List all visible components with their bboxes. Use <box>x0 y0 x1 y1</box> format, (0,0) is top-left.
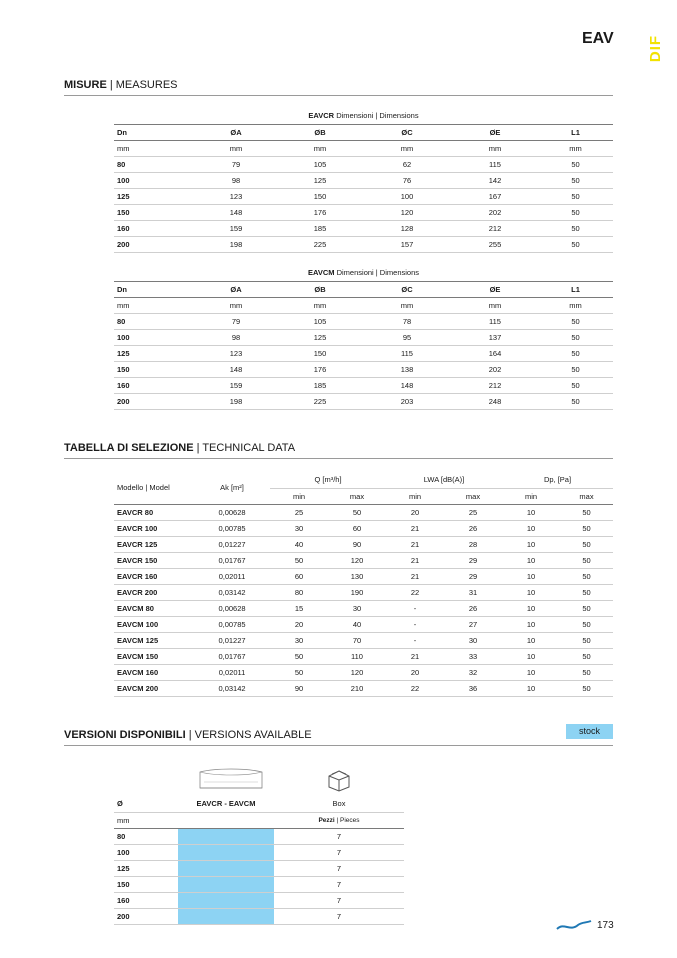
table-cell: 10 <box>502 520 560 536</box>
unit-cell: mm <box>194 297 278 313</box>
table-cell: 105 <box>278 156 362 172</box>
table-cell: 212 <box>452 220 538 236</box>
table-row <box>114 892 404 908</box>
table-cell: 20 <box>270 616 328 632</box>
table-cell: 95 <box>362 329 452 345</box>
box-cell: 7 <box>274 860 404 876</box>
unit-cell: mm <box>452 140 538 156</box>
table-cell: 248 <box>452 393 538 409</box>
table-cell: 60 <box>270 568 328 584</box>
table-cell: 10 <box>502 552 560 568</box>
box-cell: 7 <box>274 828 404 844</box>
table-cell: 50 <box>270 664 328 680</box>
table-cell: 50 <box>560 504 613 520</box>
dp-header: Dp, [Pa] <box>502 472 613 488</box>
table-cell: 62 <box>362 156 452 172</box>
diameter-cell: 150 <box>114 876 178 892</box>
table-cell: 98 <box>194 329 278 345</box>
availability-cell <box>178 892 274 908</box>
table-cell: 79 <box>194 156 278 172</box>
column-header: L1 <box>538 281 613 297</box>
unit-pieces: Pezzi | Pieces <box>274 812 404 828</box>
max-header: max <box>328 488 386 504</box>
table-cell: 28 <box>444 536 502 552</box>
table-cell: EAVCR 160 <box>114 568 194 584</box>
table-cell: 0,01767 <box>194 648 270 664</box>
table-cell: 90 <box>328 536 386 552</box>
table-cell: 30 <box>270 632 328 648</box>
table-cell: EAVCR 100 <box>114 520 194 536</box>
table-cell: 50 <box>328 504 386 520</box>
table-cell: EAVCR 150 <box>114 552 194 568</box>
table-cell: 21 <box>386 520 444 536</box>
measures-title: MISURE | MEASURES <box>64 79 178 91</box>
table-cell: EAVCM 150 <box>114 648 194 664</box>
table-cell: 10 <box>502 568 560 584</box>
table-cell: 50 <box>538 345 613 361</box>
min-header: min <box>270 488 328 504</box>
table-cell: 159 <box>194 220 278 236</box>
table-cell: 50 <box>538 329 613 345</box>
unit-cell: mm <box>114 297 194 313</box>
table-cell: 0,00628 <box>194 600 270 616</box>
unit-cell: mm <box>362 297 452 313</box>
diameter-header: Ø <box>114 796 178 812</box>
table-cell: 10 <box>502 632 560 648</box>
table-row <box>114 172 613 188</box>
eavcr-dimensions-table <box>114 108 613 253</box>
table-row <box>114 664 613 680</box>
unit-cell: mm <box>538 140 613 156</box>
table-cell: 50 <box>560 552 613 568</box>
table-cell: 30 <box>328 600 386 616</box>
table-cell: 125 <box>114 188 194 204</box>
unit-mm: mm <box>114 812 178 828</box>
table-cell: 50 <box>270 648 328 664</box>
availability-cell <box>178 876 274 892</box>
table-cell: 21 <box>386 568 444 584</box>
table-cell: 50 <box>538 361 613 377</box>
table-cell: 76 <box>362 172 452 188</box>
table-cell: 100 <box>114 172 194 188</box>
table-cell: 31 <box>444 584 502 600</box>
table-cell: 150 <box>114 361 194 377</box>
box-cell: 7 <box>274 844 404 860</box>
table-cell: 26 <box>444 520 502 536</box>
table-cell: 148 <box>362 377 452 393</box>
table-cell: 198 <box>194 236 278 252</box>
table-cell: 115 <box>452 156 538 172</box>
product-header: EAVCR - EAVCM <box>178 796 274 812</box>
table-cell: 200 <box>114 236 194 252</box>
table-cell: 125 <box>114 345 194 361</box>
table-cell: 176 <box>278 204 362 220</box>
table-cell: 80 <box>114 313 194 329</box>
diameter-cell: 100 <box>114 844 178 860</box>
table-cell: 128 <box>362 220 452 236</box>
table-cell: 0,03142 <box>194 680 270 696</box>
table-cell: 0,01767 <box>194 552 270 568</box>
versions-title: VERSIONI DISPONIBILI | VERSIONS AVAILABLE <box>64 729 312 741</box>
technical-title: TABELLA DI SELEZIONE | TECHNICAL DATA <box>64 442 296 454</box>
table-cell: 100 <box>114 329 194 345</box>
table-cell: 50 <box>270 552 328 568</box>
table-row <box>114 860 404 876</box>
column-header: ØE <box>452 124 538 140</box>
min-header: min <box>502 488 560 504</box>
table-cell: 10 <box>502 536 560 552</box>
table-row <box>114 329 613 345</box>
table-cell: 148 <box>194 361 278 377</box>
min-header: min <box>386 488 444 504</box>
box-cell: 7 <box>274 876 404 892</box>
box-cell: 7 <box>274 892 404 908</box>
table-row <box>114 552 613 568</box>
table-row <box>114 236 613 252</box>
table-cell: 202 <box>452 361 538 377</box>
table-cell: 50 <box>538 313 613 329</box>
table-cell: 10 <box>502 584 560 600</box>
table-cell: 0,01227 <box>194 632 270 648</box>
table-cell: 90 <box>270 680 328 696</box>
table-cell: 25 <box>270 504 328 520</box>
brand-wave-logo <box>556 920 592 932</box>
technical-data-table <box>114 472 613 697</box>
table-cell: 0,00785 <box>194 520 270 536</box>
column-header: Dn <box>114 281 194 297</box>
table-cell: 30 <box>270 520 328 536</box>
table-cell: 50 <box>538 220 613 236</box>
table-cell: 10 <box>502 664 560 680</box>
table-cell: 0,02011 <box>194 664 270 680</box>
table-cell: 50 <box>560 568 613 584</box>
table-cell: 210 <box>328 680 386 696</box>
table-cell: 50 <box>560 632 613 648</box>
table-cell: 0,00785 <box>194 616 270 632</box>
table-cell: 138 <box>362 361 452 377</box>
table-cell: - <box>386 600 444 616</box>
table-row <box>114 584 613 600</box>
table-caption: EAVCR Dimensioni | Dimensions <box>114 108 613 124</box>
table-cell: 50 <box>560 520 613 536</box>
ak-header: Ak [m²] <box>194 472 270 504</box>
table-cell: 137 <box>452 329 538 345</box>
table-cell: 125 <box>278 172 362 188</box>
table-cell: 0,01227 <box>194 536 270 552</box>
technical-rule <box>64 458 613 459</box>
table-cell: 20 <box>386 504 444 520</box>
table-cell: 50 <box>538 377 613 393</box>
unit-cell: mm <box>194 140 278 156</box>
table-row <box>114 361 613 377</box>
column-header: Dn <box>114 124 194 140</box>
table-cell: 110 <box>328 648 386 664</box>
unit-cell: mm <box>278 140 362 156</box>
table-cell: 21 <box>386 552 444 568</box>
table-row <box>114 844 404 860</box>
table-row <box>114 393 613 409</box>
versions-table <box>114 796 404 925</box>
table-row <box>114 828 404 844</box>
table-cell: 200 <box>114 393 194 409</box>
table-row <box>114 600 613 616</box>
table-cell: - <box>386 632 444 648</box>
table-cell: 120 <box>328 664 386 680</box>
table-cell: EAVCR 200 <box>114 584 194 600</box>
table-cell: 212 <box>452 377 538 393</box>
table-cell: EAVCR 125 <box>114 536 194 552</box>
diameter-cell: 160 <box>114 892 178 908</box>
table-cell: 150 <box>278 345 362 361</box>
table-cell: 50 <box>538 172 613 188</box>
column-header: ØA <box>194 124 278 140</box>
diffuser-illustration <box>196 766 266 792</box>
table-cell: 21 <box>386 648 444 664</box>
table-cell: 123 <box>194 188 278 204</box>
table-row <box>114 188 613 204</box>
table-cell: 164 <box>452 345 538 361</box>
unit-cell: mm <box>538 297 613 313</box>
table-cell: 50 <box>538 204 613 220</box>
table-cell: 50 <box>560 648 613 664</box>
table-row <box>114 908 404 924</box>
measures-rule <box>64 95 613 96</box>
table-cell: EAVCM 100 <box>114 616 194 632</box>
table-cell: EAVCM 160 <box>114 664 194 680</box>
table-cell: 10 <box>502 600 560 616</box>
diameter-cell: 80 <box>114 828 178 844</box>
model-header: Modello | Model <box>114 472 194 504</box>
table-cell: 29 <box>444 568 502 584</box>
unit-cell: mm <box>278 297 362 313</box>
table-cell: 203 <box>362 393 452 409</box>
table-cell: EAVCR 80 <box>114 504 194 520</box>
table-cell: 115 <box>452 313 538 329</box>
column-header: ØC <box>362 281 452 297</box>
table-row <box>114 220 613 236</box>
table-cell: 0,02011 <box>194 568 270 584</box>
table-cell: 80 <box>270 584 328 600</box>
table-row <box>114 536 613 552</box>
table-cell: 130 <box>328 568 386 584</box>
table-cell: 225 <box>278 236 362 252</box>
table-cell: 22 <box>386 680 444 696</box>
availability-cell <box>178 828 274 844</box>
table-row <box>114 616 613 632</box>
table-cell: 160 <box>114 220 194 236</box>
table-cell: 150 <box>278 188 362 204</box>
lwa-header: LWA [dB(A)] <box>386 472 502 488</box>
table-row <box>114 632 613 648</box>
table-row <box>114 520 613 536</box>
table-cell: 21 <box>386 536 444 552</box>
q-header: Q [m³/h] <box>270 472 386 488</box>
table-cell: 142 <box>452 172 538 188</box>
table-cell: 0,03142 <box>194 584 270 600</box>
table-cell: 10 <box>502 680 560 696</box>
page-number: 173 <box>597 920 614 931</box>
table-cell: 78 <box>362 313 452 329</box>
table-row <box>114 680 613 696</box>
table-cell: 40 <box>270 536 328 552</box>
table-row <box>114 504 613 520</box>
table-cell: 40 <box>328 616 386 632</box>
table-cell: 27 <box>444 616 502 632</box>
side-tab-label: DIF <box>647 34 665 63</box>
table-cell: 120 <box>362 204 452 220</box>
availability-cell <box>178 860 274 876</box>
column-header: ØB <box>278 281 362 297</box>
table-row <box>114 648 613 664</box>
unit-cell: mm <box>114 140 194 156</box>
table-cell: 15 <box>270 600 328 616</box>
unit-cell: mm <box>362 140 452 156</box>
table-row <box>114 345 613 361</box>
table-cell: 225 <box>278 393 362 409</box>
stock-badge: stock <box>566 724 613 739</box>
table-cell: 79 <box>194 313 278 329</box>
column-header: ØB <box>278 124 362 140</box>
table-cell: 159 <box>194 377 278 393</box>
table-cell: 105 <box>278 313 362 329</box>
eavcm-dimensions-table <box>114 265 613 410</box>
box-icon <box>326 768 352 792</box>
table-cell: 26 <box>444 600 502 616</box>
column-header: ØC <box>362 124 452 140</box>
table-cell: 50 <box>560 616 613 632</box>
column-header: ØE <box>452 281 538 297</box>
table-cell: 50 <box>560 536 613 552</box>
table-cell: - <box>386 616 444 632</box>
column-header: L1 <box>538 124 613 140</box>
table-cell: 10 <box>502 616 560 632</box>
table-cell: 160 <box>114 377 194 393</box>
table-row <box>114 204 613 220</box>
product-code: EAV <box>582 30 614 47</box>
table-row <box>114 568 613 584</box>
table-row <box>114 377 613 393</box>
box-header: Box <box>274 796 404 812</box>
table-cell: 0,00628 <box>194 504 270 520</box>
table-cell: EAVCM 80 <box>114 600 194 616</box>
table-cell: 202 <box>452 204 538 220</box>
table-cell: 33 <box>444 648 502 664</box>
table-cell: 100 <box>362 188 452 204</box>
availability-cell <box>178 908 274 924</box>
table-cell: 32 <box>444 664 502 680</box>
unit-empty <box>178 812 274 828</box>
box-cell: 7 <box>274 908 404 924</box>
table-cell: 148 <box>194 204 278 220</box>
table-row <box>114 313 613 329</box>
table-cell: 50 <box>560 584 613 600</box>
table-cell: 198 <box>194 393 278 409</box>
table-cell: EAVCM 200 <box>114 680 194 696</box>
table-caption: EAVCM Dimensioni | Dimensions <box>114 265 613 281</box>
table-cell: 29 <box>444 552 502 568</box>
table-cell: 25 <box>444 504 502 520</box>
table-cell: 157 <box>362 236 452 252</box>
max-header: max <box>560 488 613 504</box>
unit-cell: mm <box>452 297 538 313</box>
table-cell: 36 <box>444 680 502 696</box>
table-cell: 255 <box>452 236 538 252</box>
max-header: max <box>444 488 502 504</box>
table-cell: EAVCM 125 <box>114 632 194 648</box>
table-cell: 150 <box>114 204 194 220</box>
table-cell: 20 <box>386 664 444 680</box>
table-cell: 176 <box>278 361 362 377</box>
table-cell: 50 <box>560 680 613 696</box>
table-cell: 123 <box>194 345 278 361</box>
table-cell: 125 <box>278 329 362 345</box>
table-cell: 80 <box>114 156 194 172</box>
table-cell: 185 <box>278 377 362 393</box>
table-cell: 10 <box>502 504 560 520</box>
table-cell: 167 <box>452 188 538 204</box>
table-cell: 50 <box>538 156 613 172</box>
table-row <box>114 156 613 172</box>
availability-cell <box>178 844 274 860</box>
diameter-cell: 200 <box>114 908 178 924</box>
table-cell: 30 <box>444 632 502 648</box>
table-cell: 50 <box>538 188 613 204</box>
table-cell: 98 <box>194 172 278 188</box>
table-cell: 185 <box>278 220 362 236</box>
table-cell: 70 <box>328 632 386 648</box>
table-cell: 10 <box>502 648 560 664</box>
table-cell: 190 <box>328 584 386 600</box>
diameter-cell: 125 <box>114 860 178 876</box>
versions-rule <box>64 745 613 746</box>
table-cell: 115 <box>362 345 452 361</box>
table-cell: 50 <box>538 236 613 252</box>
table-cell: 50 <box>560 664 613 680</box>
table-row <box>114 876 404 892</box>
table-cell: 60 <box>328 520 386 536</box>
category-side-tab <box>647 28 670 68</box>
table-cell: 50 <box>560 600 613 616</box>
table-cell: 120 <box>328 552 386 568</box>
column-header: ØA <box>194 281 278 297</box>
table-cell: 50 <box>538 393 613 409</box>
table-cell: 22 <box>386 584 444 600</box>
